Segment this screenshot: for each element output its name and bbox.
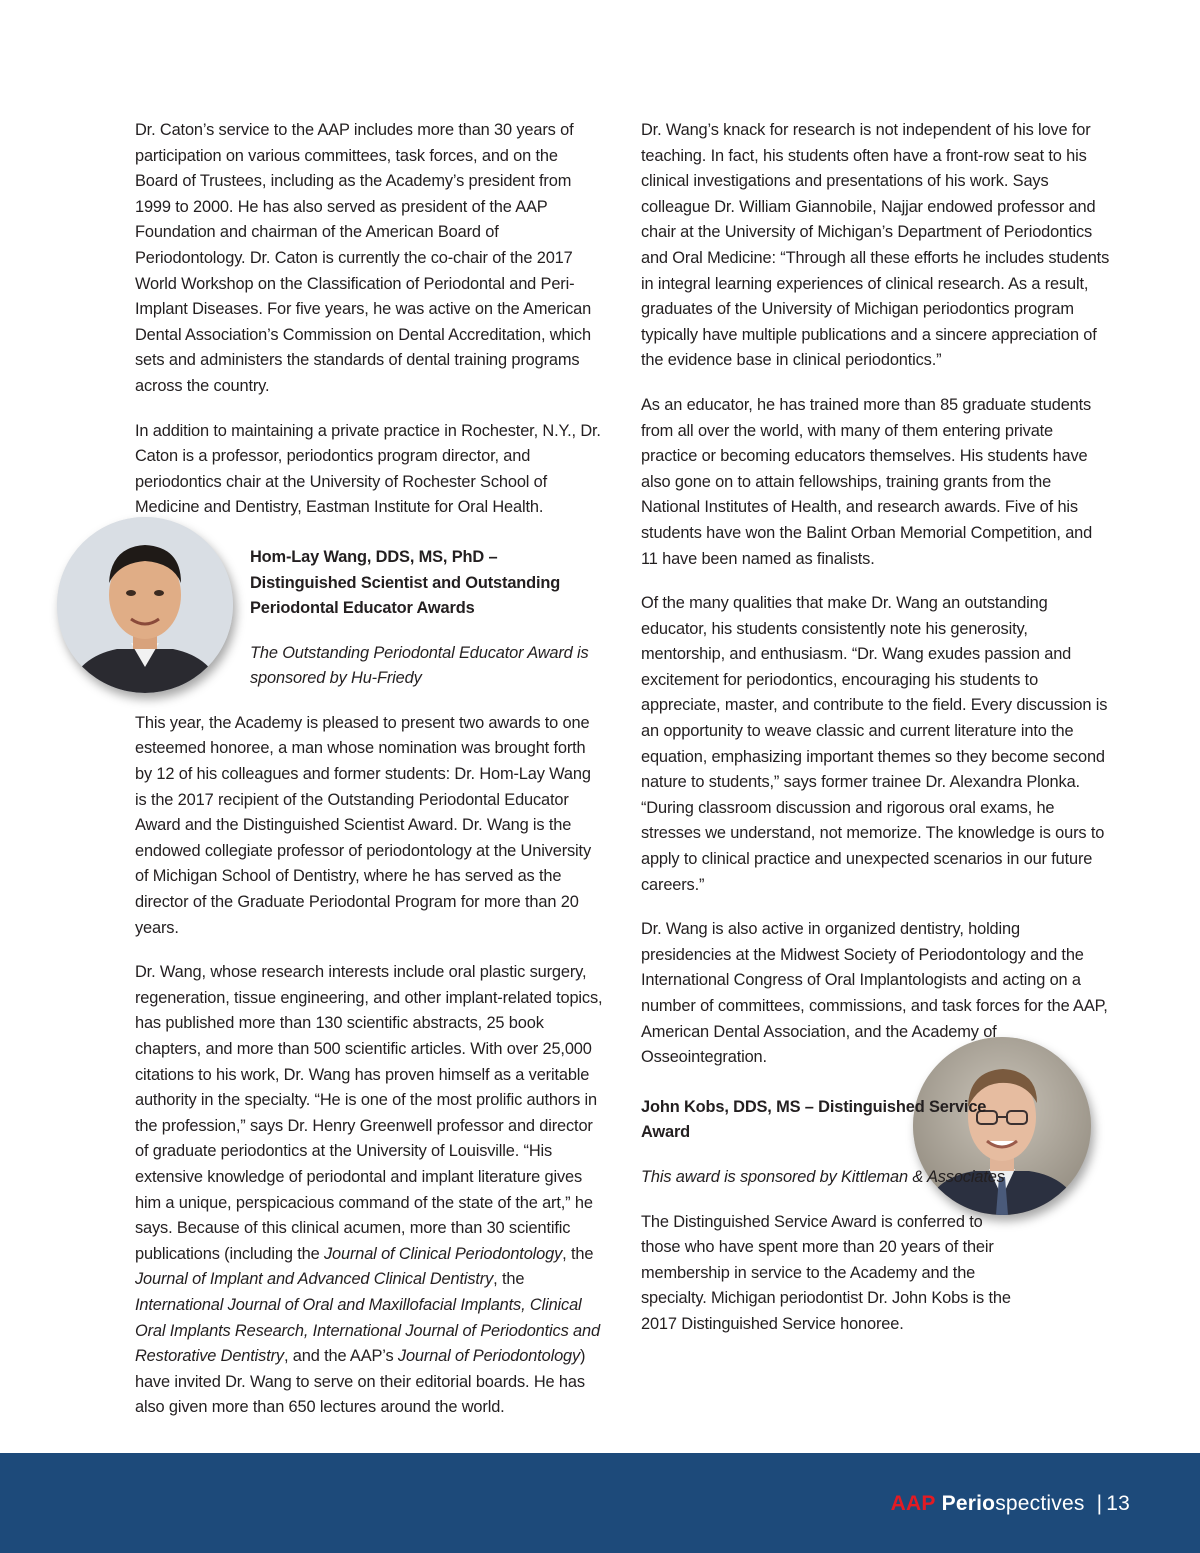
caton-service-paragraph: Dr. Caton’s service to the AAP includes more than 30 years of participation on various committees, task forces, and on the Board of Trustees, including as the Academy’s president from 1999 to 2000. He has also served as president of the AAP Foundation and chairman of the American Board of Periodontology. Dr. Caton is currently the co-chair of the 2017 World Workshop on the Classification of Periodontal and Peri-Implant Diseases. For five years, he was active on the American Dental Association’s Commission on Dental Accreditation, which sets and administers the standards of dental training programs across the country.	[135, 121, 592, 395]
caton-practice-paragraph: In addition to maintaining a private practice in Rochester, N.Y., Dr. Caton is a professor, periodontics program director, and periodontics chair at the University of Rochester School of Medicine and Dentistry, Eastman Institute for Oral Health.	[135, 421, 601, 517]
kobs-award-title: John Kobs, DDS, MS – Distinguished Service Award	[641, 1097, 987, 1142]
footer-separator: |	[1096, 1492, 1103, 1515]
wang-intro-paragraph: This year, the Academy is pleased to present two awards to one esteemed honoree, a man whose nomination was brought forth by 12 of his colleagues and former students: Dr. Hom-Lay Wang is the 2017 recipient of the Outstanding Periodontal Educator Award and the Distinguished Scientist Award. Dr. Wang is the endowed collegiate professor of periodontology at the University of Michigan School of Dentistry, where he has served as the director of the Graduate Periodontal Program for more than 20 years.	[135, 713, 591, 937]
footer-brand	[891, 1492, 1130, 1516]
wang-photo-spacer	[0, 545, 115, 700]
wang-award-title: Hom-Lay Wang, DDS, MS, PhD – Distinguished Scientist and Outstanding Periodontal Educator Awards	[250, 547, 561, 618]
wang-educator-paragraph: As an educator, he has trained more than 85 graduate students from all over the world, with many of them entering private practice or becoming educators themselves. His students have also gone on to attain fellowships, training grants from the National Institutes of Health, and research awards. Five of his students have won the Balint Orban Memorial Competition, and 11 have been named as finalists.	[641, 395, 1093, 568]
kobs-service-paragraph: The Distinguished Service Award is conferred to those who have spent more than 20 years of their membership in service to the Academy and the specialty. Michigan periodontist Dr. John Kobs is the 2017 Distinguished Service honoree.	[641, 1212, 1011, 1333]
wang-organized-dentistry-paragraph: Dr. Wang is also active in organized dentistry, holding presidencies at the Midwest Society of Periodontology and the International Congress of Oral Implantologists and acting on a number of committees, commissions, and task forces for the AAP, American Dental Association, and the Academy of Osseointegration.	[641, 920, 1108, 1067]
wang-award-header	[135, 545, 605, 692]
kobs-award-sponsor: This award is sponsored by Kittleman & Associates	[641, 1167, 1005, 1186]
brand-aap: AAP	[890, 1492, 936, 1515]
wang-qualities-paragraph: Of the many qualities that make Dr. Wang an outstanding educator, his students consistently note his generosity, mentorship, and enthusiasm. “Dr. Wang exudes passion and excitement for periodontics, encouraging his students to appreciate, master, and contribute to the field. Every discussion is an opportunity to weave classic and current literature into the equation, emphasizing important themes so they become second nature to students,” says former trainee Dr. Alexandra Plonka. “During classroom discussion and rigorous oral exams, he stresses we understand, not memorize. The knowledge is ours to apply to clinical practice and unexpected scenarios in our future careers.”	[641, 594, 1108, 894]
left-column	[135, 118, 605, 1440]
kobs-photo-spacer	[1023, 1095, 1200, 1325]
brand-perio: Perio	[941, 1492, 996, 1515]
wang-research-paragraph: Dr. Wang, whose research interests include oral plastic surgery, regeneration, tissue engineering, and other implant-related topics, has published more than 130 scientific abstracts, 25 book chapters, and more than 500 scientific articles. With over 25,000 citations to his work, Dr. Wang has proven himself as a veritable authority in the specialty. “He is one of the most prolific authors in the profession,” says Dr. Henry Greenwell professor and director of graduate periodontics at the University of Louisville. “His extensive knowledge of periodontal and implant literature gives him a unique, perspicacious command of the state of the art,” he says. Because of this clinical acumen, more than 30 scientific publications (including the Journal of Clinical Periodontology, the Journal of Implant and Advanced Clinical Dentistry, the International Journal of Oral and Maxillofacial Implants, Clinical Oral Implants Research, International Journal of Periodontics and Restorative Dentistry, and the AAP’s Journal of Periodontology) have invited Dr. Wang to serve on their editorial boards. He has also given more than 650 lectures around the world.	[135, 963, 603, 1417]
page-number: 13	[1106, 1492, 1130, 1515]
brand-spectives: spectives	[995, 1492, 1085, 1515]
wang-teaching-paragraph: Dr. Wang’s knack for research is not independent of his love for teaching. In fact, his students often have a front-row seat to his clinical investigations and presentations of his work. Says colleague Dr. William Giannobile, Najjar endowed professor and chair at the University of Michigan’s Department of Periodontics and Oral Medicine: “Through all these efforts he includes students in integral learning experiences of clinical research. As a result, graduates of the University of Michigan periodontics program typically have multiple publications and a sincere appreciation of the evidence base in clinical periodontics.”	[641, 121, 1110, 370]
wang-award-sponsor: The Outstanding Periodontal Educator Award is sponsored by Hu-Friedy	[250, 643, 589, 688]
right-column	[641, 118, 1111, 1357]
